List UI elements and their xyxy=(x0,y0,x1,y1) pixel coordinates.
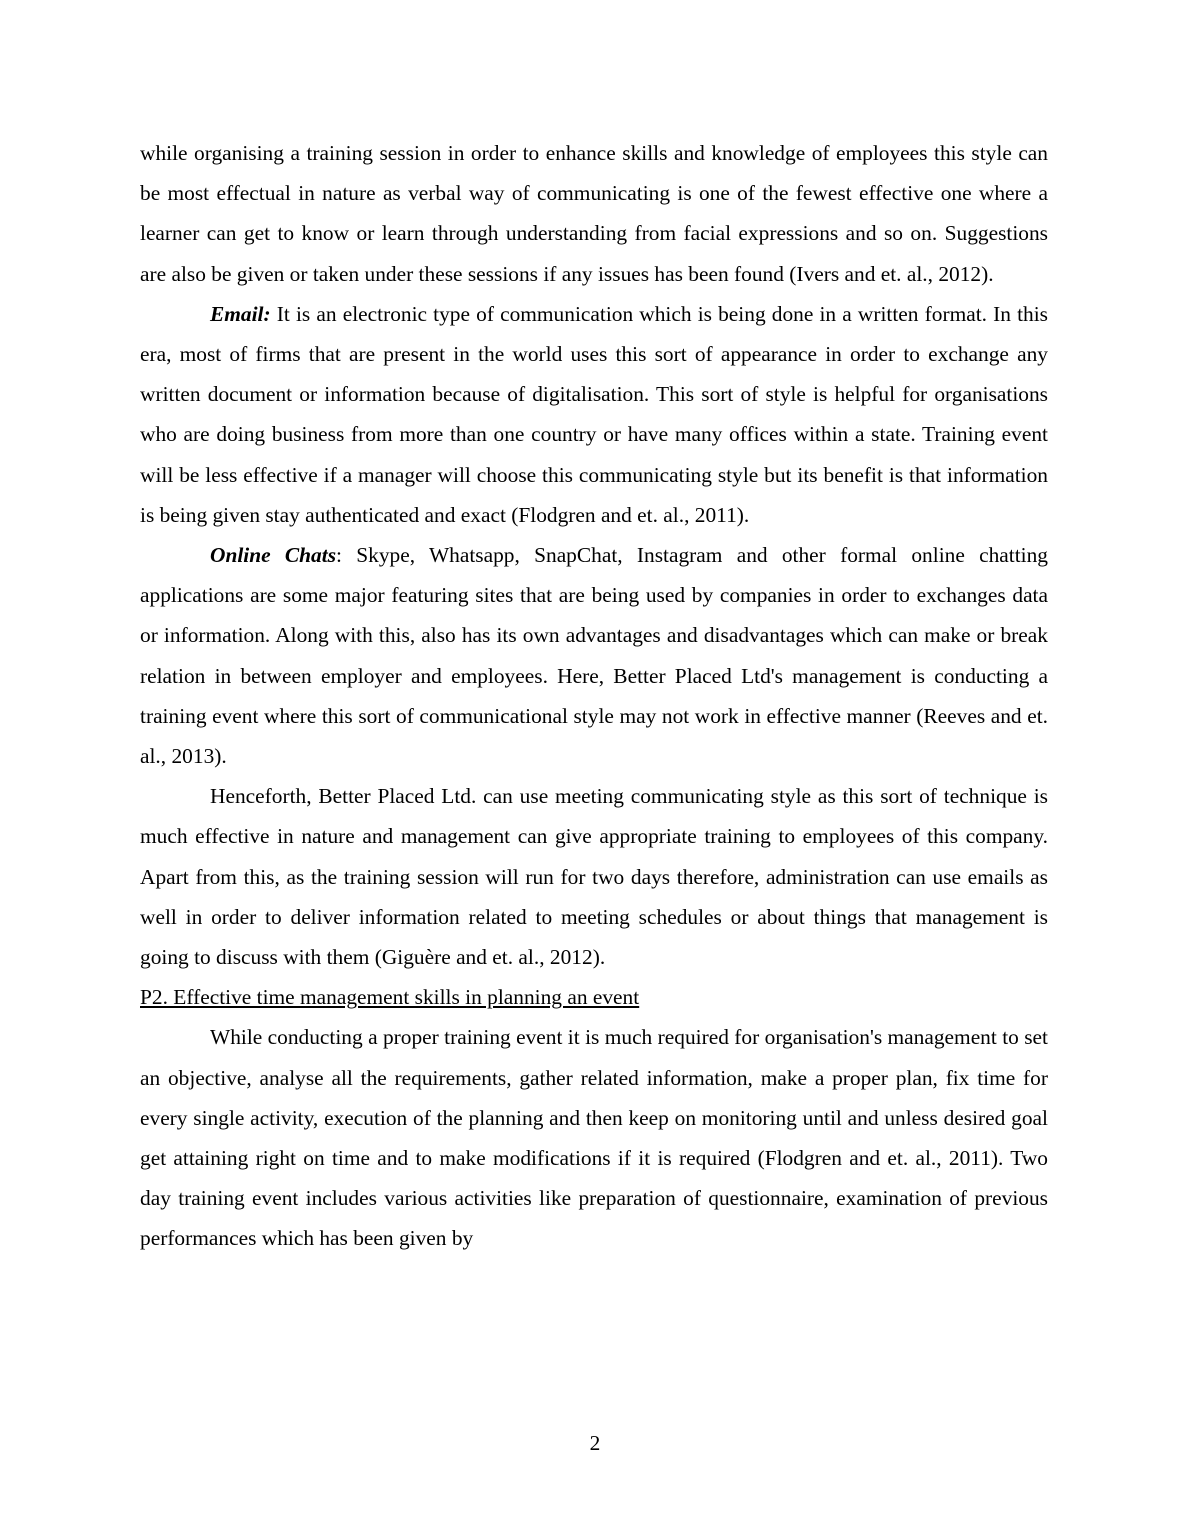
paragraph-text: It is an electronic type of communication which is being done in a written format. In this era, most of firms that are present in the world uses this sort of appearance in order to exchange any written document or information because of digitalisation. This sort of style is helpful for organisations who are doing business from more than one country or have many offices within a state. Training event will be less effective if a manager will choose this communicating style but its benefit is that information is being given stay authenticated and exact (Flodgren and et. al., 2011). xyxy=(140,301,1048,527)
paragraph-text: while organising a training session in order to enhance skills and knowledge of employees this style can be most effectual in nature as verbal way of communicating is one of the fewest effective one where a learner can get to know or learn through understanding from facial expressions and so on. Suggestions are also be given or taken under these sessions if any issues has been found (Ivers and et. al., 2012). xyxy=(140,141,1048,286)
email-lead-term: Email: xyxy=(210,301,271,326)
paragraph-conclusion xyxy=(140,776,1048,977)
paragraph-text: : Skype, Whatsapp, SnapChat, Instagram and other formal online chatting applications are some major featuring sites that are being used by companies in order to exchanges data or information. Along with this, also has its own advantages and disadvantages which can make or break relation in between employer and employees. Here, Better Placed Ltd's management is conducting a training event where this sort of communicational style may not work in effective manner (Reeves and et. al., 2013). xyxy=(140,543,1048,769)
paragraph-text: Henceforth, Better Placed Ltd. can use meeting communicating style as this sort of technique is much effective in nature and management can give appropriate training to employees of this company. Apart from this, as the training session will run for two days therefore, administration can use emails as well in order to deliver information related to meeting schedules or about things that management is going to discuss with them (Giguère and et. al., 2012). xyxy=(140,784,1048,970)
paragraph-text: While conducting a proper training event it is much required for organisation's management to set an objective, analyse all the requirements, gather related information, make a proper plan, fix time for every single activity, execution of the planning and then keep on monitoring until and unless desired goal get attaining right on time and to make modifications if it is required (Flodgren and et. al., 2011). Two day training event includes various activities like preparation of questionnaire, examination of previous performances which has been given by xyxy=(140,1025,1048,1251)
section-heading: P2. Effective time management skills in planning an event xyxy=(140,985,640,1010)
paragraph-online-chats xyxy=(140,535,1048,776)
paragraph-email xyxy=(140,294,1048,535)
paragraph-time-management xyxy=(140,1017,1048,1258)
page-number: 2 xyxy=(589,1431,601,1455)
paragraph-verbal-communication xyxy=(140,133,1048,294)
online-chats-lead-term: Online Chats xyxy=(210,543,337,568)
page-body xyxy=(140,133,1048,1259)
